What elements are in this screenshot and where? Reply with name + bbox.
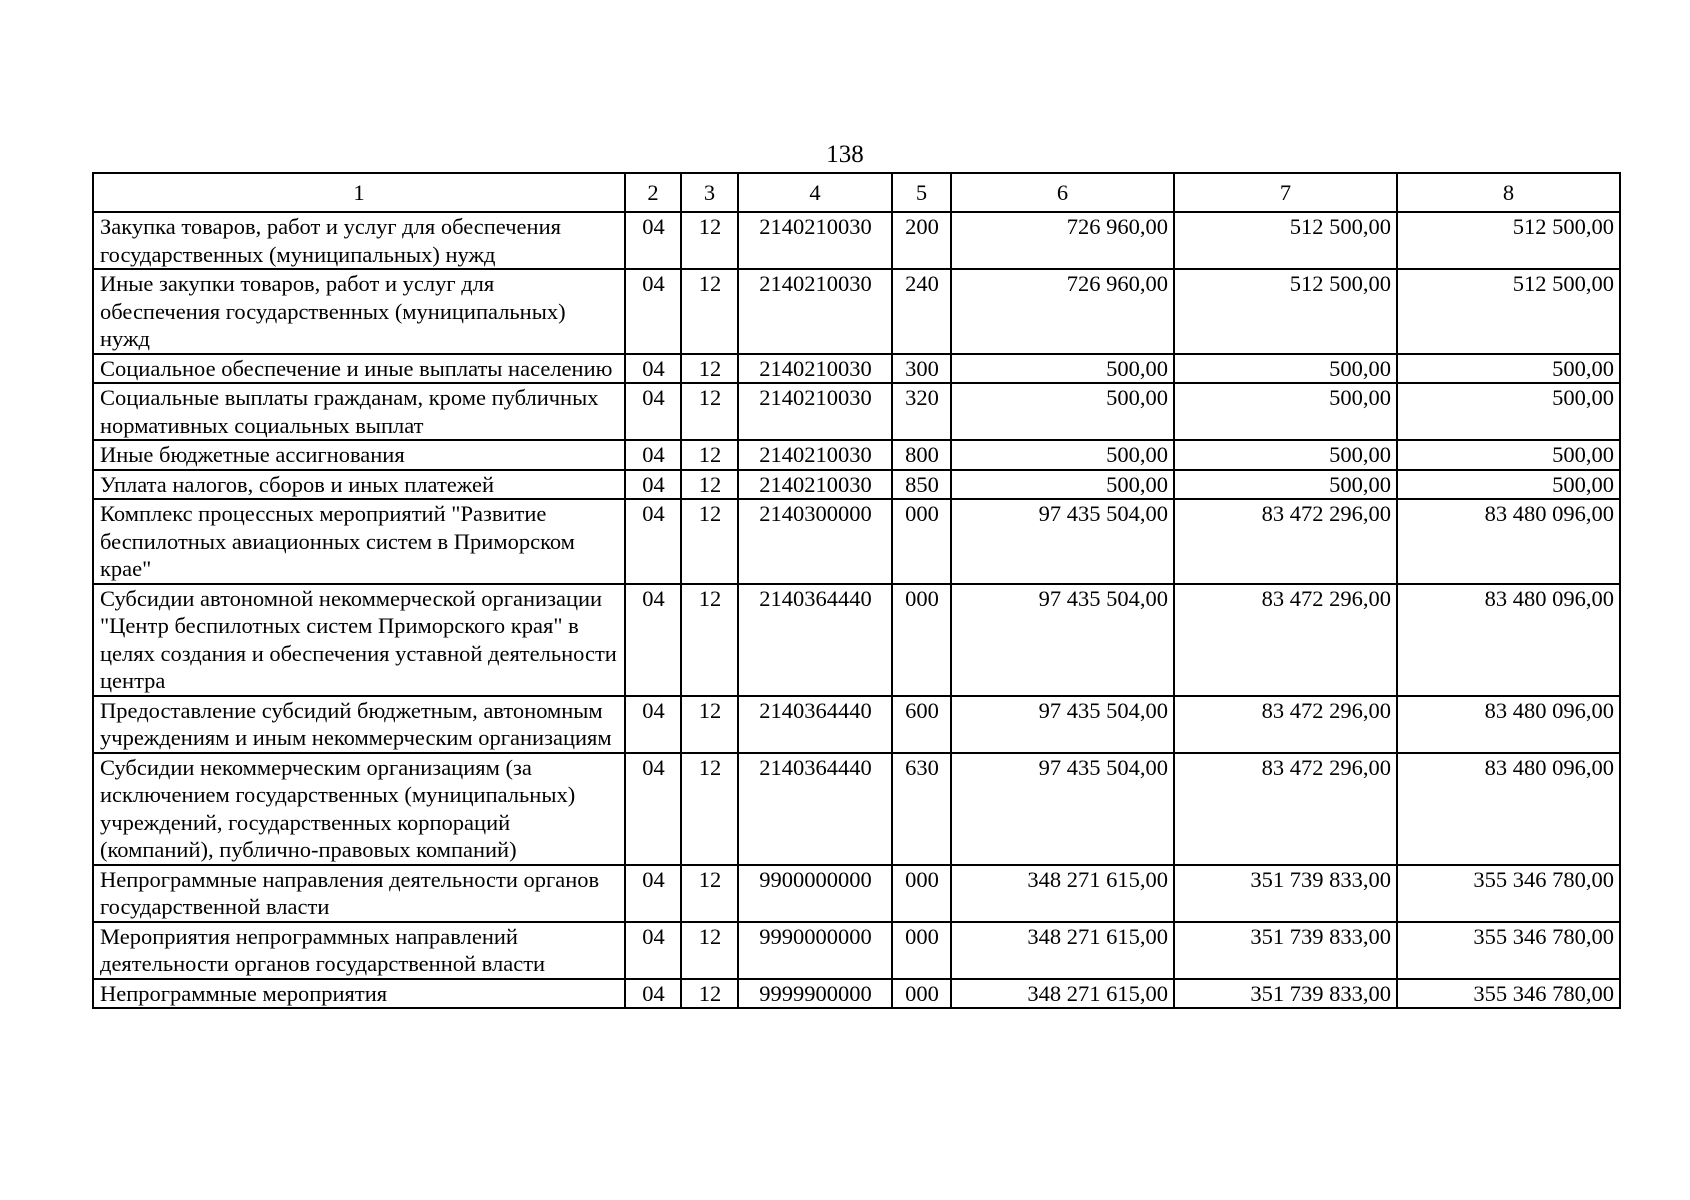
column-header-3: 3 (681, 173, 738, 212)
row-amount-col7: 83 472 296,00 (1174, 696, 1397, 753)
table-row (93, 696, 1620, 753)
table-row (93, 212, 1620, 269)
row-section-code: 04 (625, 499, 681, 584)
row-section-code: 04 (625, 922, 681, 979)
row-section-code: 04 (625, 696, 681, 753)
row-name: Социальное обеспечение и иные выплаты населению (93, 354, 625, 384)
row-amount-col8: 500,00 (1397, 440, 1620, 470)
row-amount-col7: 83 472 296,00 (1174, 584, 1397, 696)
row-expense-type-code: 300 (892, 354, 951, 384)
table-row (93, 865, 1620, 922)
row-amount-col6: 348 271 615,00 (951, 922, 1174, 979)
row-section-code: 04 (625, 584, 681, 696)
row-expense-type-code: 000 (892, 584, 951, 696)
row-amount-col6: 97 435 504,00 (951, 584, 1174, 696)
row-amount-col7: 351 739 833,00 (1174, 865, 1397, 922)
row-subsection-code: 12 (681, 499, 738, 584)
row-amount-col8: 512 500,00 (1397, 212, 1620, 269)
row-amount-col7: 500,00 (1174, 383, 1397, 440)
row-expense-type-code: 800 (892, 440, 951, 470)
table-row (93, 383, 1620, 440)
row-name: Субсидии некоммерческим организациям (за исключением государственных (муниципальных) учреждений, государственных корпораций (компаний), публично-правовых компаний) (93, 753, 625, 865)
row-amount-col6: 500,00 (951, 383, 1174, 440)
row-target-code: 2140364440 (738, 753, 892, 865)
column-header-8: 8 (1397, 173, 1620, 212)
row-target-code: 2140210030 (738, 354, 892, 384)
row-name: Социальные выплаты гражданам, кроме публичных нормативных социальных выплат (93, 383, 625, 440)
row-amount-col7: 500,00 (1174, 470, 1397, 500)
row-expense-type-code: 000 (892, 865, 951, 922)
row-subsection-code: 12 (681, 470, 738, 500)
column-header-1: 1 (93, 173, 625, 212)
row-amount-col6: 97 435 504,00 (951, 499, 1174, 584)
row-name: Предоставление субсидий бюджетным, автономным учреждениям и иным некоммерческим организациям (93, 696, 625, 753)
row-expense-type-code: 630 (892, 753, 951, 865)
row-target-code: 9900000000 (738, 865, 892, 922)
row-amount-col8: 83 480 096,00 (1397, 499, 1620, 584)
row-subsection-code: 12 (681, 696, 738, 753)
row-amount-col8: 355 346 780,00 (1397, 922, 1620, 979)
row-subsection-code: 12 (681, 212, 738, 269)
row-section-code: 04 (625, 354, 681, 384)
table-row (93, 922, 1620, 979)
row-expense-type-code: 000 (892, 979, 951, 1009)
row-target-code: 2140210030 (738, 269, 892, 354)
row-amount-col6: 348 271 615,00 (951, 979, 1174, 1009)
header-row (93, 173, 1620, 212)
row-amount-col7: 500,00 (1174, 440, 1397, 470)
row-expense-type-code: 000 (892, 499, 951, 584)
column-header-6: 6 (951, 173, 1174, 212)
row-subsection-code: 12 (681, 440, 738, 470)
table-row (93, 440, 1620, 470)
row-name: Субсидии автономной некоммерческой организации "Центр беспилотных систем Приморского края" в целях создания и обеспечения уставной деятельности центра (93, 584, 625, 696)
row-amount-col7: 512 500,00 (1174, 269, 1397, 354)
row-amount-col8: 355 346 780,00 (1397, 865, 1620, 922)
table-row (93, 584, 1620, 696)
row-amount-col8: 355 346 780,00 (1397, 979, 1620, 1009)
row-expense-type-code: 000 (892, 922, 951, 979)
row-target-code: 2140210030 (738, 440, 892, 470)
row-amount-col8: 83 480 096,00 (1397, 753, 1620, 865)
row-expense-type-code: 850 (892, 470, 951, 500)
row-section-code: 04 (625, 440, 681, 470)
table-row (93, 979, 1620, 1009)
row-section-code: 04 (625, 470, 681, 500)
budget-table (92, 172, 1621, 1009)
row-subsection-code: 12 (681, 753, 738, 865)
row-name: Иные закупки товаров, работ и услуг для обеспечения государственных (муниципальных) нужд (93, 269, 625, 354)
row-subsection-code: 12 (681, 865, 738, 922)
row-subsection-code: 12 (681, 269, 738, 354)
row-name: Мероприятия непрограммных направлений деятельности органов государственной власти (93, 922, 625, 979)
row-amount-col7: 351 739 833,00 (1174, 922, 1397, 979)
row-target-code: 2140210030 (738, 383, 892, 440)
row-target-code: 9990000000 (738, 922, 892, 979)
row-target-code: 2140364440 (738, 696, 892, 753)
row-section-code: 04 (625, 865, 681, 922)
row-amount-col6: 97 435 504,00 (951, 696, 1174, 753)
row-name: Непрограммные мероприятия (93, 979, 625, 1009)
row-amount-col6: 97 435 504,00 (951, 753, 1174, 865)
row-amount-col6: 726 960,00 (951, 212, 1174, 269)
column-header-5: 5 (892, 173, 951, 212)
row-amount-col6: 500,00 (951, 354, 1174, 384)
column-header-2: 2 (625, 173, 681, 212)
row-section-code: 04 (625, 979, 681, 1009)
row-amount-col8: 500,00 (1397, 354, 1620, 384)
row-subsection-code: 12 (681, 383, 738, 440)
row-amount-col7: 83 472 296,00 (1174, 753, 1397, 865)
row-target-code: 2140210030 (738, 470, 892, 500)
row-section-code: 04 (625, 753, 681, 865)
table-row (93, 269, 1620, 354)
row-target-code: 2140300000 (738, 499, 892, 584)
row-expense-type-code: 320 (892, 383, 951, 440)
row-expense-type-code: 600 (892, 696, 951, 753)
row-expense-type-code: 200 (892, 212, 951, 269)
row-name: Закупка товаров, работ и услуг для обеспечения государственных (муниципальных) нужд (93, 212, 625, 269)
row-amount-col6: 500,00 (951, 440, 1174, 470)
table-row (93, 499, 1620, 584)
table-row (93, 470, 1620, 500)
row-subsection-code: 12 (681, 922, 738, 979)
row-amount-col8: 512 500,00 (1397, 269, 1620, 354)
row-target-code: 2140364440 (738, 584, 892, 696)
row-amount-col8: 500,00 (1397, 383, 1620, 440)
row-amount-col7: 512 500,00 (1174, 212, 1397, 269)
page-number: 138 (826, 141, 864, 168)
row-amount-col6: 726 960,00 (951, 269, 1174, 354)
row-amount-col8: 83 480 096,00 (1397, 584, 1620, 696)
row-subsection-code: 12 (681, 354, 738, 384)
table-row (93, 354, 1620, 384)
row-section-code: 04 (625, 269, 681, 354)
row-subsection-code: 12 (681, 979, 738, 1009)
row-name: Уплата налогов, сборов и иных платежей (93, 470, 625, 500)
row-amount-col8: 500,00 (1397, 470, 1620, 500)
row-name: Непрограммные направления деятельности органов государственной власти (93, 865, 625, 922)
row-target-code: 2140210030 (738, 212, 892, 269)
row-amount-col7: 351 739 833,00 (1174, 979, 1397, 1009)
row-amount-col6: 348 271 615,00 (951, 865, 1174, 922)
row-amount-col7: 83 472 296,00 (1174, 499, 1397, 584)
row-target-code: 9999900000 (738, 979, 892, 1009)
row-section-code: 04 (625, 383, 681, 440)
row-section-code: 04 (625, 212, 681, 269)
table-row (93, 753, 1620, 865)
column-header-4: 4 (738, 173, 892, 212)
column-header-7: 7 (1174, 173, 1397, 212)
row-name: Комплекс процессных мероприятий "Развитие беспилотных авиационных систем в Приморском крае" (93, 499, 625, 584)
row-amount-col6: 500,00 (951, 470, 1174, 500)
row-subsection-code: 12 (681, 584, 738, 696)
row-amount-col7: 500,00 (1174, 354, 1397, 384)
row-expense-type-code: 240 (892, 269, 951, 354)
row-name: Иные бюджетные ассигнования (93, 440, 625, 470)
row-amount-col8: 83 480 096,00 (1397, 696, 1620, 753)
